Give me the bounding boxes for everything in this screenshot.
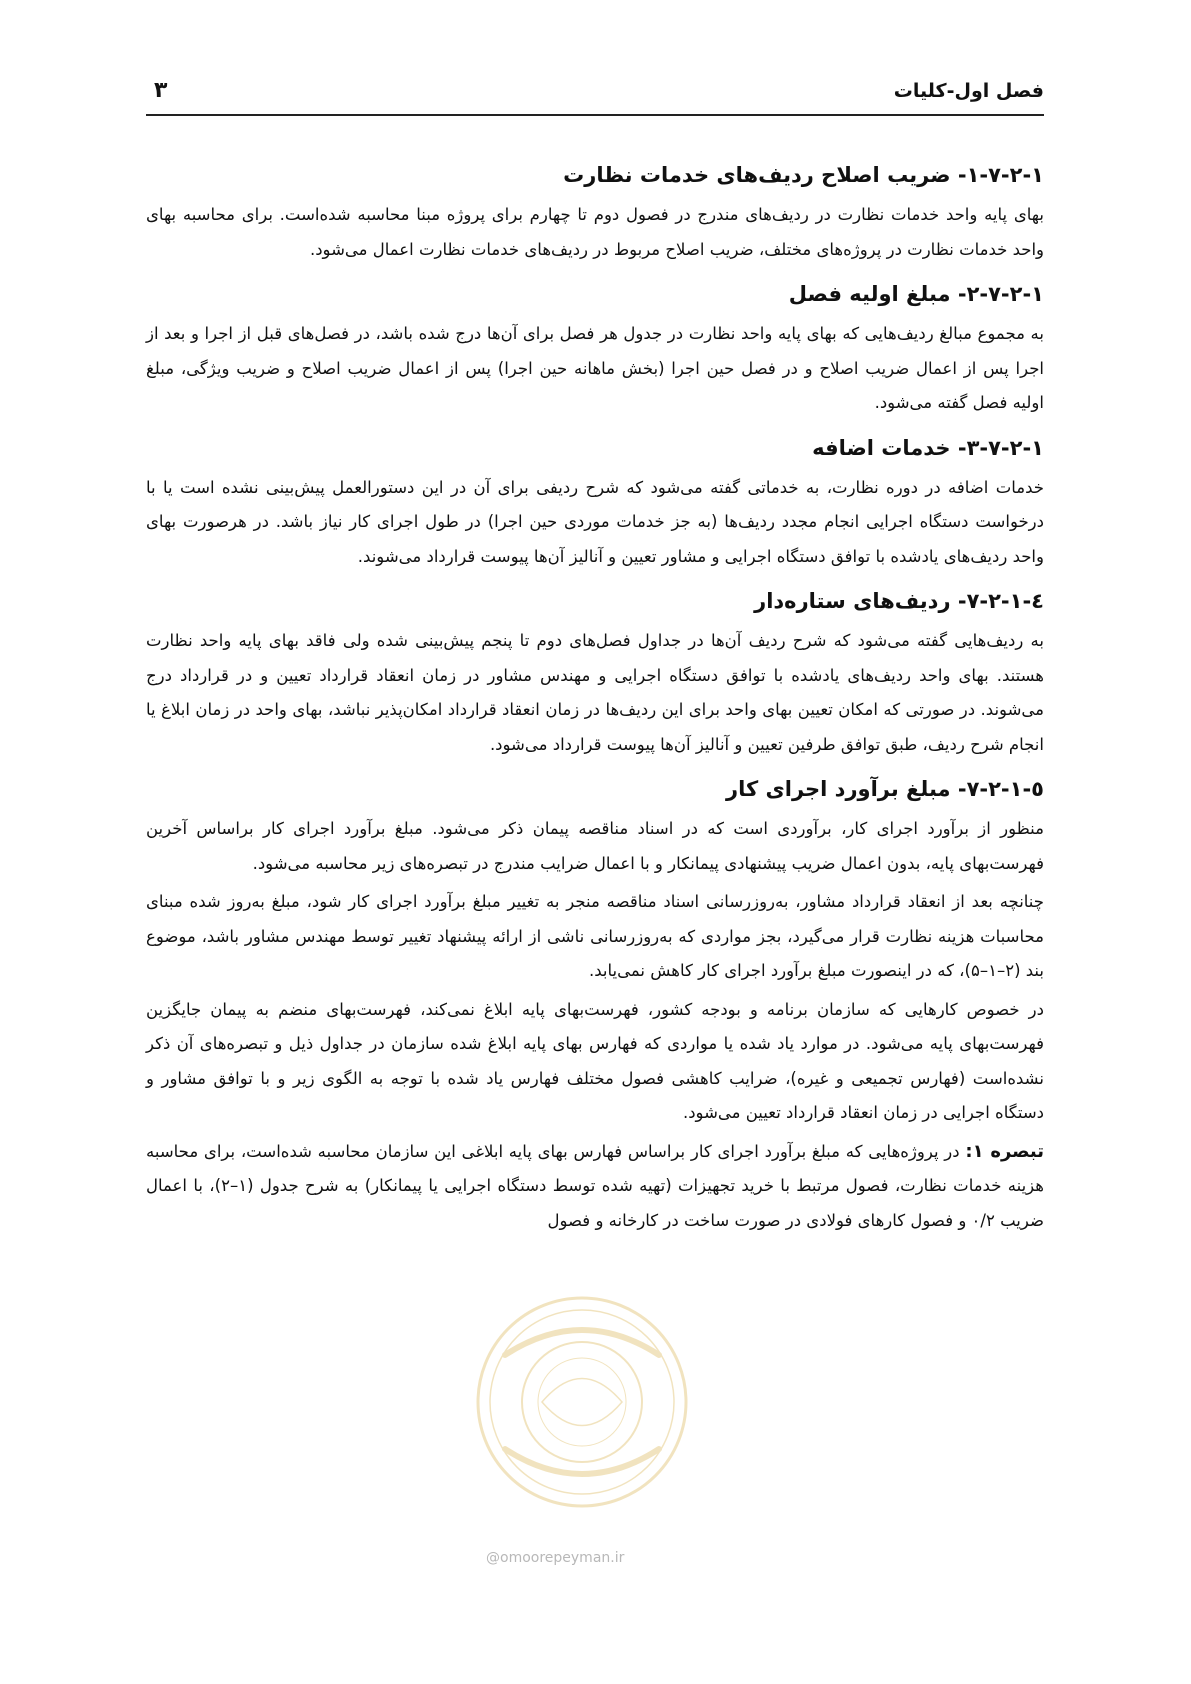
paragraph: به مجموع مبالغ ردیف‌هایی که بهای پایه واحد نظارت در جدول هر فصل برای آن‌ها درج شده باشد، در فصل‌های قبل از اجرا و بعد از اجرا پس از اعمال ضریب اصلاح و در فصل حین اجرا (بخش ماهانه حین اجرا) پس از اعمال ضریب اصلاح و ضریب ویژگی، مبلغ اولیه فصل گفته می‌شود. (146, 324, 1044, 412)
note-label: تبصره ۱: (965, 1140, 1044, 1162)
section-2-7-2-1 (146, 277, 1044, 421)
paragraph: چنانچه بعد از انعقاد قرارداد مشاور، به‌روزرسانی اسناد مناقصه منجر به تغییر مبلغ برآورد اجرای کار شود، مبلغ به‌روز شده مبنای محاسبات هزینه نظارت قرار می‌گیرد، بجز مواردی که به‌روزرسانی ناشی از ارائه پیشنهاد تغییر توسط مهندس مشاور باشد، موضوع بند (۲–۱–۵)، که در اینصورت مبلغ برآورد اجرای کار کاهش نمی‌یابد. (146, 892, 1044, 980)
page-number: ۳ (154, 78, 168, 103)
paragraph: در خصوص کارهایی که سازمان برنامه و بودجه کشور، فهرست‌بهای پایه ابلاغ نمی‌کند، فهرست‌بهای منضم به پیمان جایگزین فهرست‌بهای پایه می‌شود. در موارد یاد شده یا مواردی که فهارس بهای پایه ابلاغ شده سازمان در جداول ذیل و تبصره‌های آن ذکر نشده‌است (فهارس تجمیعی و غیره)، ضرایب کاهشی فصول مختلف فهارس یاد شده با توجه به الگوی زیر و با توافق مشاور و دستگاه اجرایی در زمان انعقاد قرارداد تعیین می‌شود. (146, 999, 1044, 1122)
paragraph: منظور از برآورد اجرای کار، برآوردی است که در اسناد مناقصه پیمان ذکر می‌شود. مبلغ برآورد اجرای کار براساس آخرین فهرست‌بهای پایه، بدون اعمال ضریب پیشنهادی پیمانکار و با اعمال ضرایب مندرج در تبصره‌های زیر محاسبه می‌شود. (146, 819, 1044, 873)
page-header (146, 76, 1044, 116)
section-3-7-2-1 (146, 431, 1044, 575)
section-heading: ۱-۷-۲-۱- ضریب اصلاح ردیف‌های خدمات نظارت (563, 163, 1044, 187)
paragraph: خدمات اضافه در دوره نظارت، به خدماتی گفته می‌شود که شرح ردیفی برای آن در این دستورالعمل پیش‌بینی نشده است یا با درخواست دستگاه اجرایی انجام مجدد ردیف‌ها (به جز خدمات موردی حین اجرا) در طول اجرای کار نیاز باشد. در هرصورت بهای واحد ردیف‌های یادشده با توافق دستگاه اجرایی و مشاور تعیین و آنالیز آن‌ها پیوست قرارداد می‌شوند. (146, 477, 1044, 566)
section-heading: ٤-۷-۲-۱- ردیف‌های ستاره‌دار (754, 589, 1044, 613)
watermark-seal-icon (475, 1295, 690, 1510)
watermark-caption: @omoorepeyman.ir (486, 1550, 625, 1566)
section-4-7-2-1 (146, 584, 1044, 762)
chapter-title: فصل اول-کلیات (893, 80, 1044, 102)
note-paragraph (146, 1135, 1044, 1239)
section-5-7-2-1 (146, 772, 1044, 1238)
document-body (146, 158, 1044, 1248)
section-heading: ٥-۷-۲-۱- مبلغ برآورد اجرای کار (726, 777, 1044, 801)
section-heading: ۲-۷-۲-۱- مبلغ اولیه فصل (788, 282, 1044, 306)
section-1-7-2-1 (146, 158, 1044, 267)
paragraph: بهای پایه واحد خدمات نظارت در ردیف‌های مندرج در فصول دوم تا چهارم برای پروژه مبنا محاسبه شده‌است. برای محاسبه بهای واحد خدمات نظارت در پروژه‌های مختلف، ضریب اصلاح مربوط در ردیف‌های خدمات نظارت اعمال می‌شود. (146, 205, 1044, 259)
note-text: در پروژه‌هایی که مبلغ برآورد اجرای کار براساس فهارس بهای پایه ابلاغی این سازمان محاسبه شده‌است، برای محاسبه هزینه خدمات نظارت، فصول مرتبط با خرید تجهیزات (تهیه شده توسط دستگاه اجرایی یا پیمانکار) به شرح جدول (۱–۲)، با اعمال ضریب ۰/۲ و فصول کارهای فولادی در صورت ساخت در کارخانه و فصول (146, 1141, 1044, 1230)
section-heading: ۳-۷-۲-۱- خدمات اضافه (812, 435, 1044, 460)
paragraph: به ردیف‌هایی گفته می‌شود که شرح ردیف آن‌ها در جداول فصل‌های دوم تا پنجم پیش‌بینی شده ولی فاقد بهای پایه واحد نظارت هستند. بهای واحد ردیف‌های یادشده با توافق دستگاه اجرایی و مهندس مشاور در زمان انعقاد قرارداد تعیین و در قرارداد درج می‌شوند. در صورتی که امکان تعیین بهای واحد برای این ردیف‌ها در زمان انعقاد قرارداد امکان‌پذیر نباشد، بهای واحد در زمان ابلاغ یا انجام شرح ردیف، طبق توافق طرفین تعیین و آنالیز آن‌ها پیوست قرارداد می‌شود. (146, 631, 1044, 754)
